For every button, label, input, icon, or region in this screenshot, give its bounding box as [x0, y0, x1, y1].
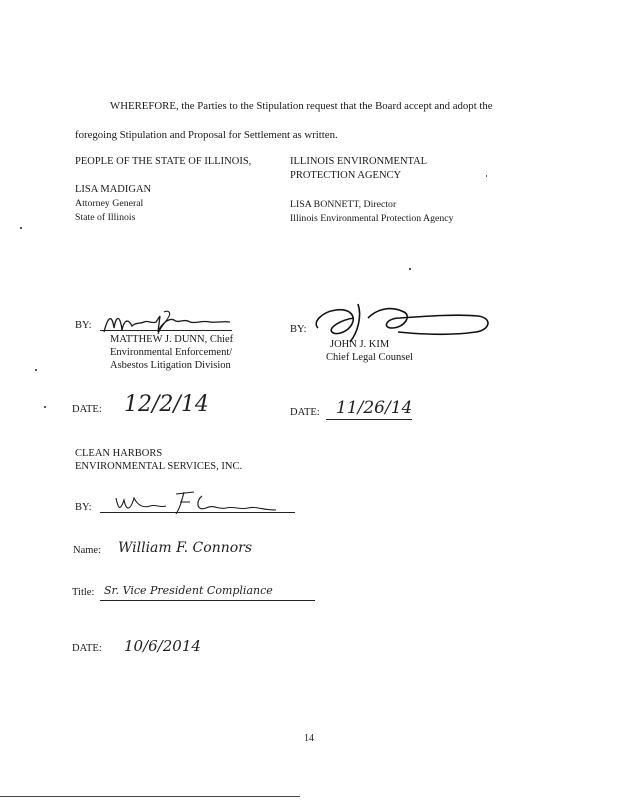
company-date-value: 10/6/2014	[124, 637, 201, 655]
company-name-label: Name:	[73, 545, 101, 556]
company-name-1: CLEAN HARBORS	[75, 448, 163, 459]
scan-edge-line	[0, 796, 300, 797]
right-party-heading-1: ILLINOIS ENVIRONMENTAL	[290, 156, 428, 167]
company-signature-image	[110, 488, 280, 516]
left-party-heading: PEOPLE OF THE STATE OF ILLINOIS,	[75, 156, 252, 167]
company-title-label: Title:	[72, 587, 95, 598]
scan-speck	[486, 175, 487, 177]
left-party-name: LISA MADIGAN	[75, 184, 152, 195]
scan-speck	[35, 369, 37, 371]
left-date-value: 12/2/14	[124, 392, 209, 417]
right-date-label: DATE:	[290, 407, 320, 418]
left-party-title-1: Attorney General	[75, 198, 144, 209]
scan-speck	[44, 406, 46, 408]
company-title-value: Sr. Vice President Compliance	[104, 584, 273, 597]
right-date-value: 11/26/14	[336, 398, 413, 418]
right-party-org: Illinois Environmental Protection Agency	[290, 213, 454, 224]
scan-speck	[20, 227, 22, 229]
company-date-label: DATE:	[72, 643, 102, 654]
right-date-line	[326, 419, 412, 420]
left-party-title-2: State of Illinois	[75, 212, 136, 223]
left-date-label: DATE:	[72, 404, 102, 415]
left-signer-line-2: Environmental Enforcement/	[110, 347, 233, 358]
right-signer-title: Chief Legal Counsel	[326, 352, 413, 363]
intro-line-1: WHEREFORE, the Parties to the Stipulation request that the Board accept and adopt the	[110, 100, 493, 112]
page-number: 14	[304, 733, 314, 744]
company-name-2: ENVIRONMENTAL SERVICES, INC.	[75, 461, 243, 472]
right-signer-name: JOHN J. KIM	[330, 339, 390, 350]
intro-line-2: foregoing Stipulation and Proposal for Settlement as written.	[75, 129, 338, 141]
right-party-name: LISA BONNETT, Director	[290, 199, 397, 210]
company-by-label: BY:	[75, 502, 92, 513]
left-signer-line-3: Asbestos Litigation Division	[110, 360, 231, 371]
scan-speck	[409, 268, 411, 270]
right-by-label: BY:	[290, 324, 307, 335]
company-title-line	[100, 600, 315, 601]
left-by-label: BY:	[75, 320, 92, 331]
right-party-heading-2: PROTECTION AGENCY	[290, 170, 402, 181]
left-signer-line-1: MATTHEW J. DUNN, Chief	[110, 334, 234, 345]
company-name-value: William F. Connors	[118, 540, 253, 556]
